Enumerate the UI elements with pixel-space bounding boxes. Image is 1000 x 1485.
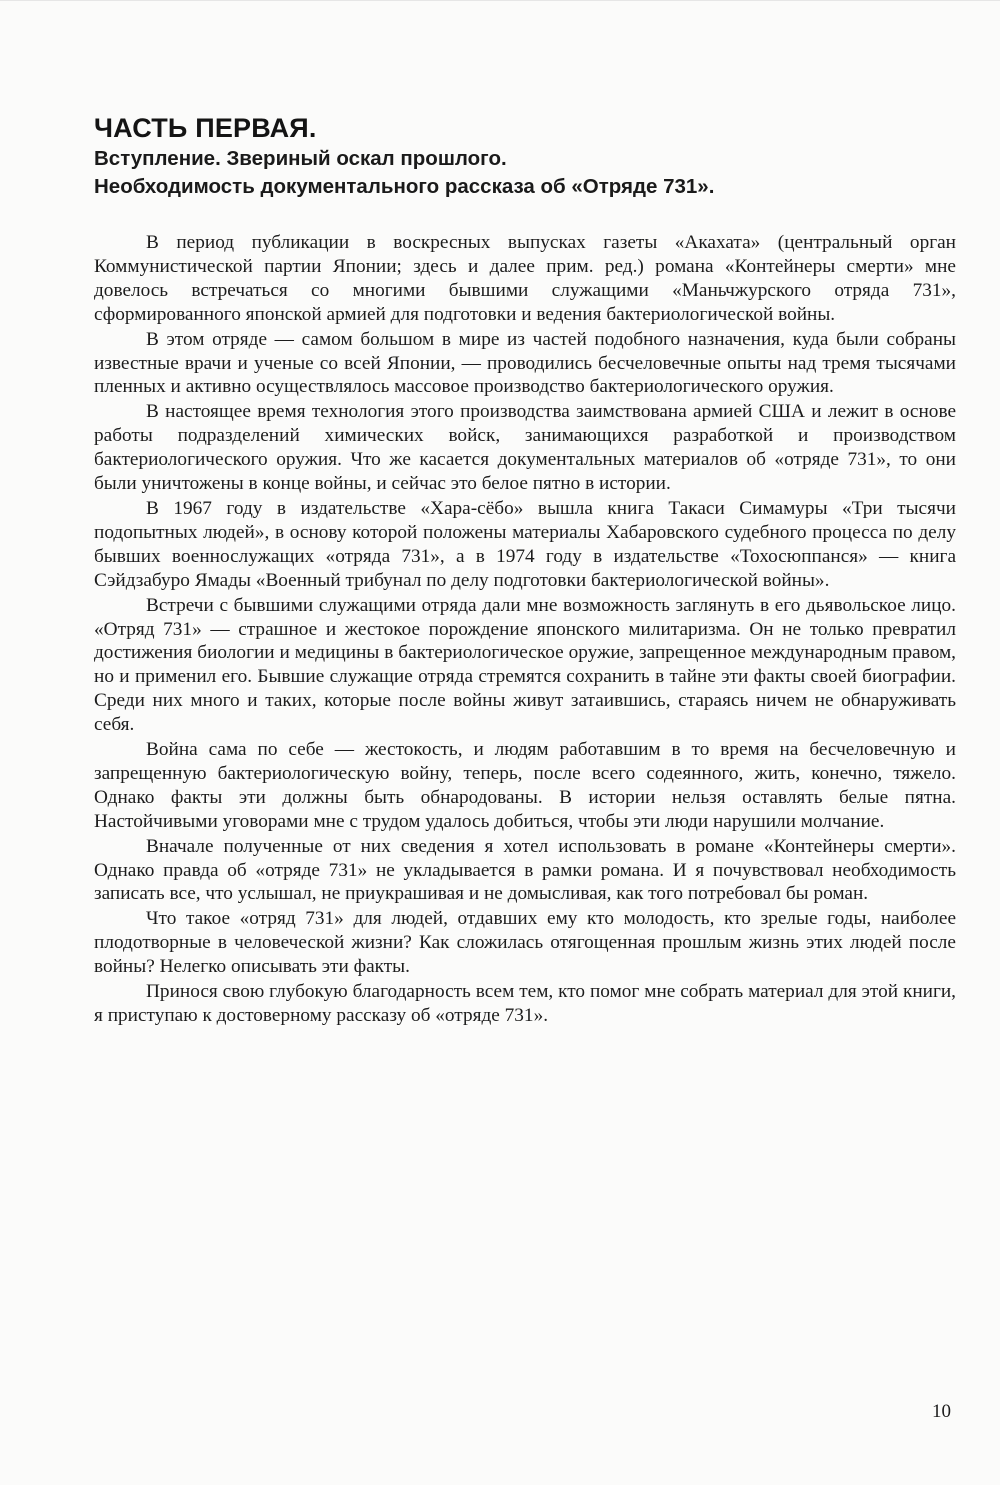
paragraph-7: Вначале полученные от них сведения я хотел использовать в романе «Контейнеры смерти». Однако правда об «отряде 731» не укладывается в рамки романа. И я почувствовал необходимость записать все, что услышал, не приукрашивая и не домысливая, как того потребовал бы роман. <box>94 835 956 905</box>
page-number: 10 <box>932 1401 951 1422</box>
body-text <box>94 231 956 1028</box>
paragraph-2: В этом отряде — самом большом в мире из частей подобного назначения, куда были собраны известные врачи и ученые со всей Японии, — проводились бесчеловечные опыты над тремя тысячами пленных и активно осуществлялось массовое производство бактериологического оружия. <box>94 328 956 398</box>
paragraph-3: В настоящее время технология этого производства заимствована армией США и лежит в основе работы подразделений химических войск, занимающихся разработкой и производством бактериологического оружия. Что же касается документальных материалов об «отряде 731», то они были уничтожены в конце войны, и сейчас это белое пятно в истории. <box>94 401 956 495</box>
paragraph-6: Война сама по себе — жестокость, и людям работавшим в то время на бесчеловечную и запрещенную бактериологическую войну, теперь, после всего содеянного, жить, конечно, тяжело. Однако факты эти должны быть обнародованы. В истории нельзя оставлять белые пятна. Настойчивыми уговорами мне с трудом удалось добиться, чтобы эти люди нарушили молчание. <box>94 739 956 832</box>
paragraph-8: Что такое «отряд 731» для людей, отдавших ему кто молодость, кто зрелые годы, наиболее плодотворные в человеческой жизни? Как сложилась отягощенная прошлым жизнь этих людей после войны? Нелегко описывать эти факты. <box>94 908 956 978</box>
subtitle-line-2: Необходимость документального рассказа об «Отряде 731». <box>94 175 715 198</box>
paragraph-5: Встречи с бывшими служащими отряда дали мне возможность заглянуть в его дьявольское лицо. «Отряд 731» — страшное и жестокое порождение японского милитаризма. Он не только превратил достижения биологии и медицины в бактериологическое оружие, запрещенное международным правом, но и применил его. Бывшие служащие отряда стремятся сохранить в тайне эти факты своей биографии. Среди них много и таких, которые после войны живут затаившись, стараясь ничем не обнаруживать себя. <box>94 594 956 736</box>
paragraph-4: В 1967 году в издательстве «Хара-сёбо» вышла книга Такаси Симамуры «Три тысячи подопытных людей», в основу которой положены материалы Хабаровского судебного процесса по делу бывших военнослужащих «отряда 731», а в 1974 году в издательстве «Тохосюппанся» — книга Сэйдзабуро Ямады «Военный трибунал по делу подготовки бактериологической войны». <box>94 497 956 591</box>
paragraph-9: Принося свою глубокую благодарность всем тем, кто помог мне собрать материал для этой книги, я приступаю к достоверному рассказу об «отряде 731». <box>94 981 956 1026</box>
part-title: ЧАСТЬ ПЕРВАЯ. <box>94 113 317 143</box>
subtitle-line-1: Вступление. Звериный оскал прошлого. <box>94 147 507 170</box>
chapter-subtitle <box>94 145 956 201</box>
paragraph-1: В период публикации в воскресных выпусках газеты «Акахата» (центральный орган Коммунистической партии Японии; здесь и далее прим. ред.) романа «Контейнеры смерти» мне довелось встречаться со многими бывшими служащими «Маньчжурского отряда 731», сформированного японской армией для подготовки и ведения бактериологической войны. <box>94 232 956 325</box>
page-content <box>94 111 956 1029</box>
